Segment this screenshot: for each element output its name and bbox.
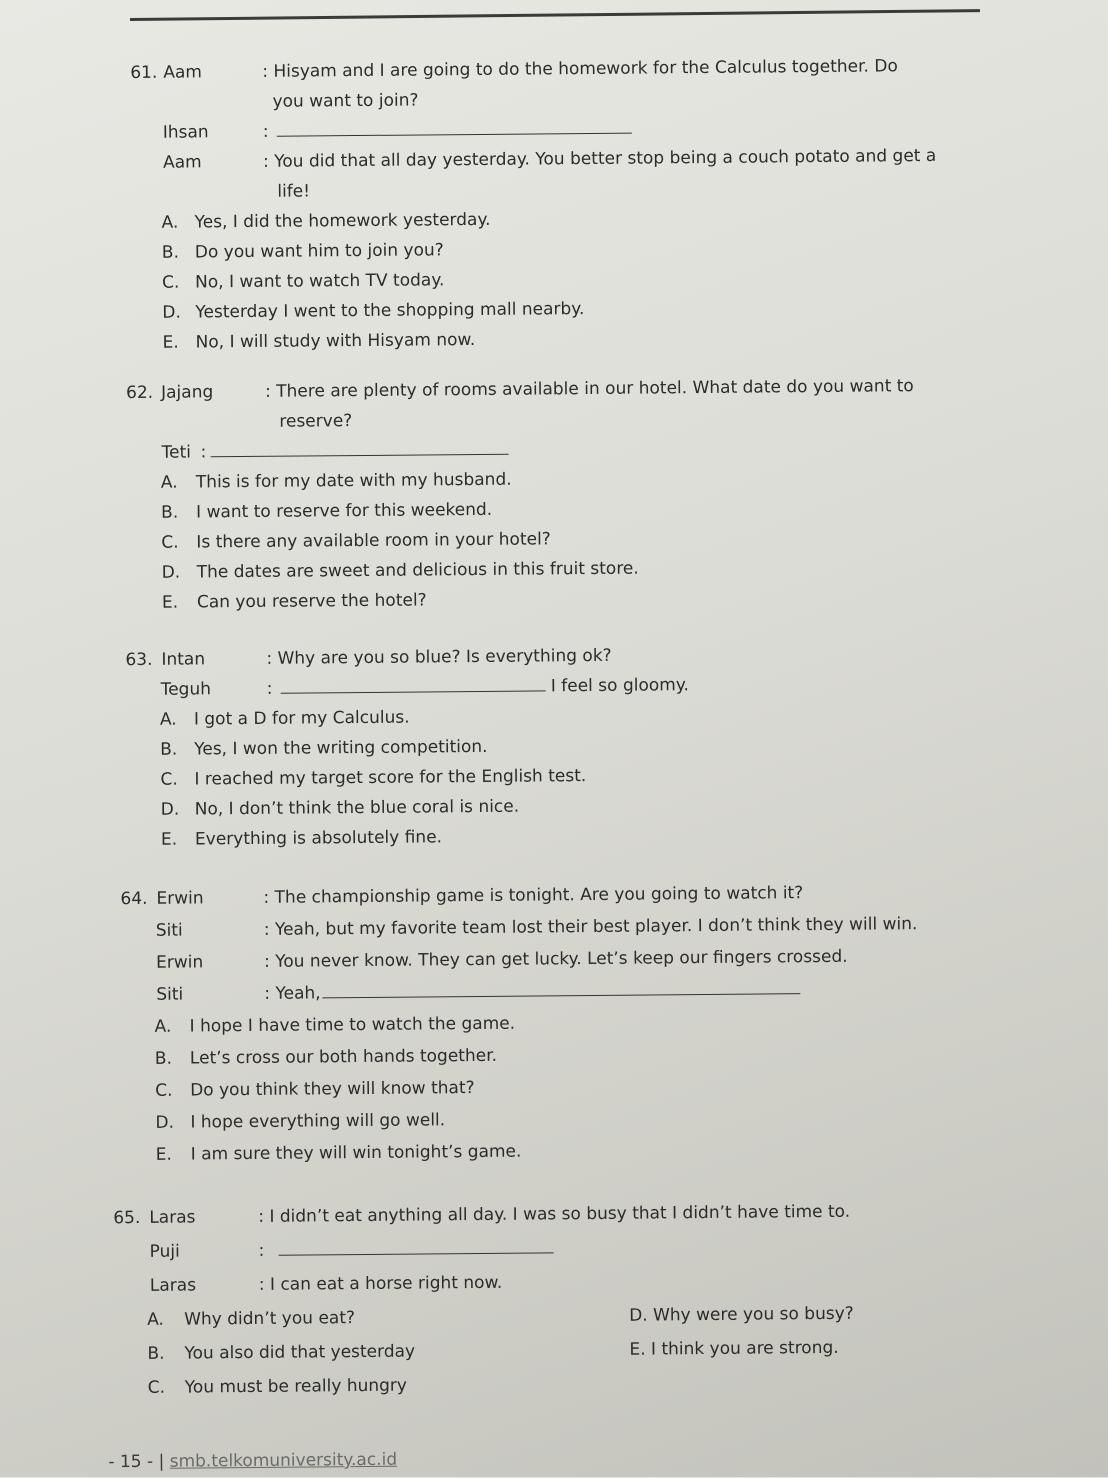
speaker-name: Laras: [149, 1275, 197, 1296]
option-text: I hope I have time to watch the game.: [189, 1013, 516, 1037]
speaker-name: Siti: [155, 920, 183, 941]
answer-blank: [276, 115, 631, 137]
option-text: Is there any available room in your hotel?: [196, 529, 551, 553]
option-text: I reached my target score for the English test.: [194, 766, 587, 790]
option-text: Can you reserve the hotel?: [196, 590, 427, 613]
option-letter: E.: [160, 829, 178, 850]
option-letter: E.: [162, 332, 179, 353]
option-letter: D.: [161, 562, 181, 583]
dialogue-continuation: reserve?: [279, 411, 353, 432]
option-text: I am sure they will win tonight’s game.: [190, 1141, 522, 1165]
page-number: - 15 -: [108, 1451, 154, 1473]
speaker-name: Jajang: [160, 382, 214, 403]
option-letter: E.: [161, 592, 179, 613]
option-letter: A.: [161, 212, 179, 233]
option-text: I want to reserve for this weekend.: [196, 499, 493, 523]
answer-blank: [323, 975, 801, 998]
option-letter: C.: [155, 1080, 173, 1101]
option-letter: C.: [161, 532, 179, 553]
option-text: I hope everything will go well.: [190, 1110, 446, 1133]
question-number: 64.: [120, 888, 148, 910]
option-letter: A.: [147, 1309, 164, 1330]
option-c[interactable]: [115, 1366, 995, 1408]
option-text: You also did that yesterday: [184, 1341, 416, 1364]
speaker-name: Puji: [149, 1241, 180, 1262]
option-d[interactable]: D. Why were you so busy?: [629, 1303, 854, 1326]
option-letter: C.: [147, 1377, 166, 1398]
dialogue-text: : You never know. They can get lucky. Let’s keep our fingers crossed.: [263, 946, 848, 972]
speaker-name: Teguh: [160, 679, 212, 700]
option-text: Do you want him to join you?: [194, 240, 444, 263]
question-65: [113, 1196, 995, 1408]
speaker-name: Erwin: [155, 952, 204, 973]
dialogue-text: : I can eat a horse right now.: [258, 1272, 503, 1295]
option-e[interactable]: E. I think you are strong.: [629, 1337, 839, 1360]
option-text: I got a D for my Calculus.: [193, 707, 410, 730]
option-letter: B.: [160, 739, 178, 760]
option-text: Yes, I did the homework yesterday.: [194, 209, 491, 233]
answer-blank: [278, 1234, 553, 1255]
dialogue-text: : There are plenty of rooms available in our hotel. What date do you want to: [264, 376, 914, 402]
option-letter: D.: [160, 799, 180, 820]
question-64: [120, 876, 1002, 1172]
page-footer: [108, 1450, 397, 1473]
dialogue-text: : Why are you so blue? Is everything ok?: [266, 645, 612, 669]
option-letter: A.: [159, 709, 177, 730]
dialogue-text: :: [262, 121, 269, 142]
question-number: 65.: [113, 1207, 141, 1229]
option-text: No, I don’t think the blue coral is nice.: [194, 796, 520, 820]
dialogue-continuation: you want to join?: [272, 90, 419, 112]
dialogue-text: : The championship game is tonight. Are you going to watch it?: [263, 883, 804, 908]
option-letter: B.: [161, 242, 180, 263]
question-61: [130, 50, 1013, 358]
dialogue-text: : Yeah,: [264, 983, 321, 1004]
speaker-name: Siti: [156, 984, 184, 1005]
question-number: 62.: [125, 382, 154, 404]
answer-blank: [210, 436, 508, 458]
dialogue-text: :: [266, 678, 273, 699]
speaker-name: Ihsan: [162, 122, 209, 143]
dialogue-text: :: [200, 442, 207, 463]
option-letter: C.: [162, 272, 180, 293]
option-text: Why didn’t you eat?: [184, 1308, 356, 1330]
option-letter: B.: [147, 1343, 165, 1364]
footer-website: smb.telkomuniversity.ac.id: [169, 1449, 398, 1472]
dialogue-after-blank: I feel so gloomy.: [550, 675, 689, 697]
question-62: [126, 370, 1008, 618]
option-e[interactable]: [123, 1132, 1003, 1172]
speaker-name: Intan: [161, 649, 206, 670]
option-text: Yesterday I went to the shopping mall nearby.: [195, 299, 585, 323]
option-letter: A.: [154, 1016, 172, 1037]
option-text: You must be really hungry: [184, 1375, 408, 1398]
option-e[interactable]: [128, 580, 1008, 618]
speaker-name: Aam: [162, 152, 202, 173]
option-e[interactable]: [127, 817, 1007, 855]
option-letter: B.: [161, 502, 179, 523]
speaker-name: Aam: [163, 62, 202, 83]
option-text: No, I will study with Hisyam now.: [195, 329, 476, 353]
option-letter: C.: [160, 769, 178, 790]
option-letter: E.: [155, 1144, 172, 1165]
option-e[interactable]: [133, 320, 1013, 358]
option-text: The dates are sweet and delicious in this fruit store.: [196, 558, 639, 583]
dialogue-text: : I didn’t eat anything all day. I was so busy that I didn’t have time to.: [258, 1201, 851, 1227]
question-number: 63.: [125, 649, 153, 671]
question-63: [125, 637, 1007, 855]
answer-blank: [280, 672, 545, 693]
option-text: Yes, I won the writing competition.: [194, 736, 488, 760]
dialogue-text: : Yeah, but my favorite team lost their best player. I don’t think they will win.: [263, 914, 918, 940]
option-text: Let’s cross our both hands together.: [189, 1045, 498, 1069]
option-letter: D.: [162, 302, 181, 323]
dialogue-continuation: life!: [277, 181, 311, 202]
option-text: Do you think they will know that?: [190, 1078, 475, 1101]
speaker-name: Teti: [161, 442, 192, 463]
option-letter: A.: [160, 472, 178, 493]
option-letter: B.: [154, 1048, 173, 1069]
speaker-name: Erwin: [156, 888, 204, 909]
dialogue-text: : Hisyam and I are going to do the homework for the Calculus together. Do: [262, 56, 898, 82]
option-text: No, I want to watch TV today.: [195, 270, 445, 293]
speaker-name: Laras: [149, 1207, 196, 1228]
option-text: This is for my date with my husband.: [195, 469, 512, 493]
footer-separator: |: [158, 1451, 165, 1472]
question-number: 61.: [130, 62, 158, 83]
dialogue-text: :: [258, 1240, 265, 1261]
dialogue-text: : You did that all day yesterday. You better stop being a couch potato and get a: [262, 145, 937, 172]
option-text: Everything is absolutely fine.: [194, 827, 443, 850]
option-letter: D.: [155, 1112, 175, 1133]
